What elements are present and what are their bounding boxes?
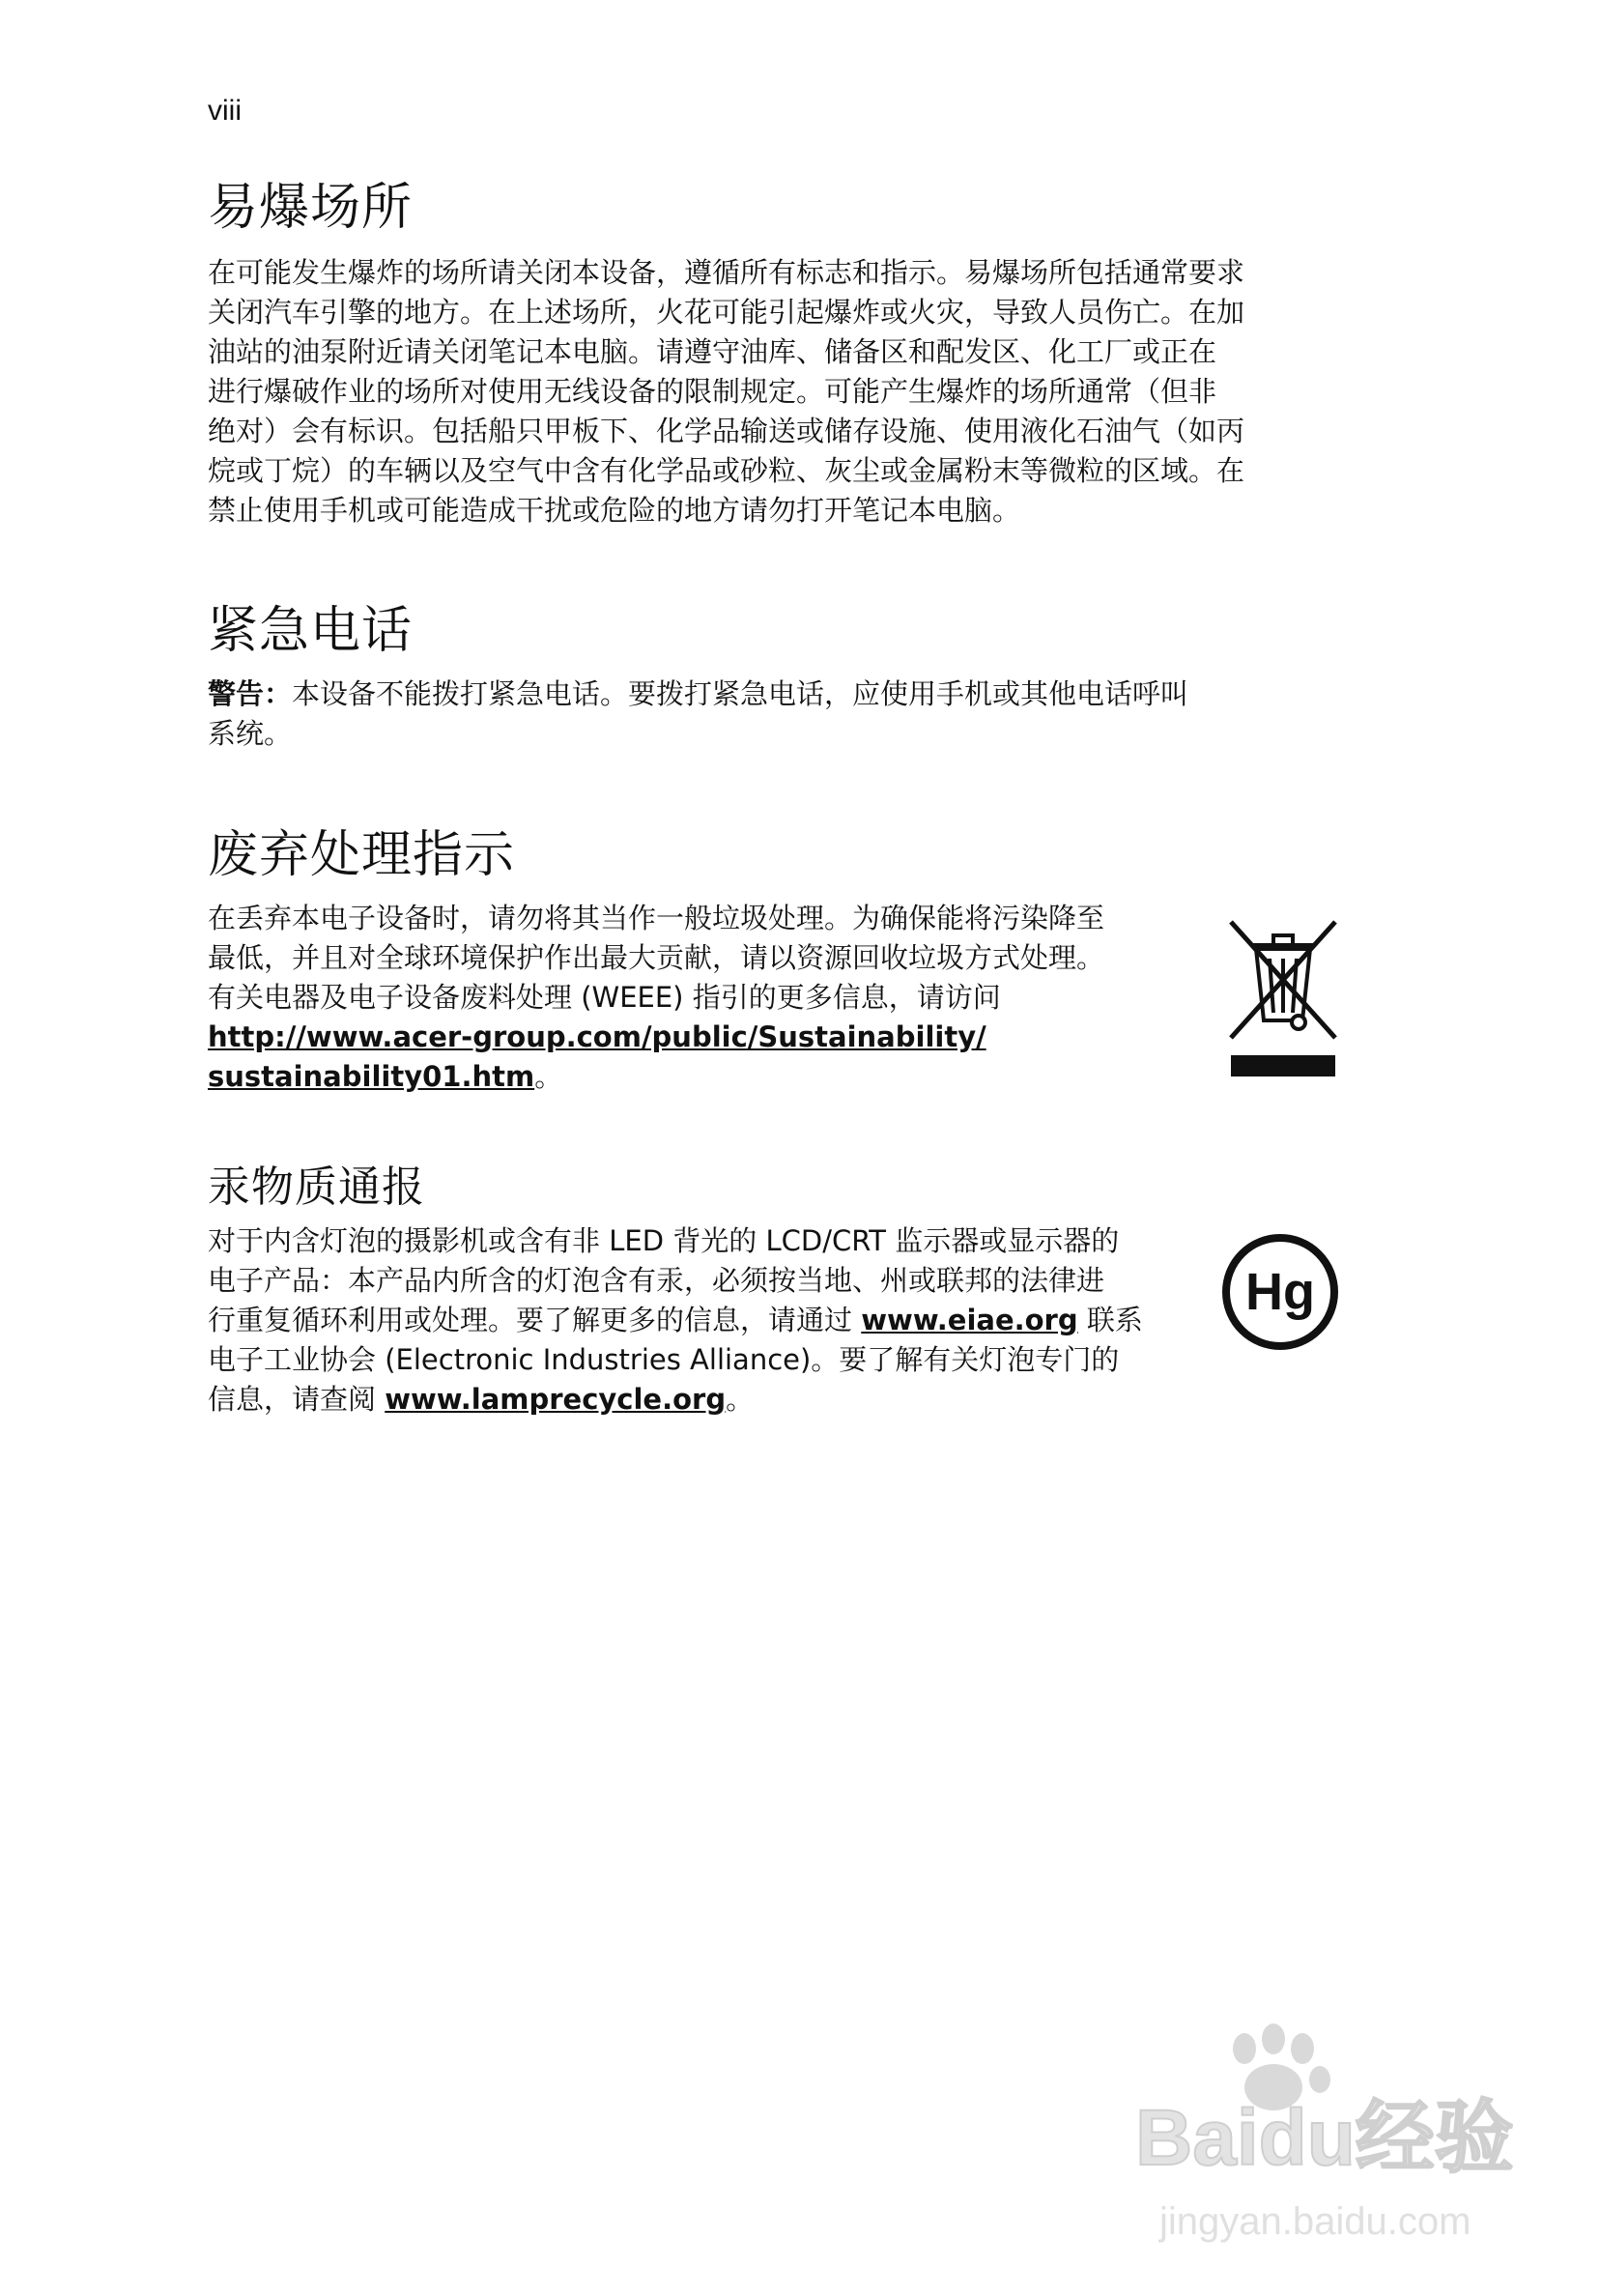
- paragraph-line: [208, 1018, 1104, 1057]
- watermark-url: jingyan.baidu.com: [1159, 2200, 1471, 2243]
- paragraph-mercury: [208, 1221, 1143, 1420]
- section-heading-explosive: 易爆场所: [208, 179, 414, 237]
- mercury-hg-icon: [1220, 1232, 1340, 1352]
- weee-link[interactable]: http://www.acer-group.com/public/Sustainability/: [208, 1020, 986, 1053]
- section-heading-emergency: 紧急电话: [208, 602, 414, 660]
- warning-text: 本设备不能拨打紧急电话。要拨打紧急电话，应使用手机或其他电话呼叫: [292, 677, 1189, 710]
- page-number: viii: [208, 95, 242, 127]
- paragraph-line: 对于内含灯泡的摄影机或含有非 LED 背光的 LCD/CRT 监示器或显示器的: [208, 1224, 1120, 1257]
- text: 。: [726, 1383, 755, 1416]
- paragraph-emergency: [208, 674, 1188, 754]
- paragraph-line: 在可能发生爆炸的场所请关闭本设备，遵循所有标志和指示。易爆场所包括通常要求: [208, 256, 1245, 289]
- baidu-watermark: [1130, 2020, 1517, 2252]
- text: 联系: [1077, 1304, 1143, 1336]
- hg-symbol: Hg: [1245, 1263, 1315, 1321]
- paragraph-line: 禁止使用手机或可能造成干扰或危险的地方请勿打开笔记本电脑。: [208, 494, 1021, 527]
- warning-label: 警告：: [208, 677, 293, 710]
- paragraph-line: 有关电器及电子设备废料处理 (WEEE) 指引的更多信息，请访问: [208, 981, 1001, 1014]
- paragraph-line: [208, 674, 1188, 714]
- paragraph-disposal: [208, 899, 1104, 1097]
- section-heading-disposal: 废弃处理指示: [208, 826, 516, 884]
- paragraph-line: 在丢弃本电子设备时，请勿将其当作一般垃圾处理。为确保能将污染降至: [208, 902, 1105, 934]
- paragraph-line: 油站的油泵附近请关闭笔记本电脑。请遵守油库、储备区和配发区、化工厂或正在: [208, 335, 1217, 368]
- paragraph-line: [208, 1380, 1143, 1420]
- paragraph-line: 电子产品：本产品内所含的灯泡含有汞，必须按当地、州或联邦的法律进: [208, 1264, 1105, 1297]
- weee-crossed-bin-icon: [1225, 916, 1341, 1080]
- weee-link-continued[interactable]: sustainability01.htm: [208, 1060, 535, 1093]
- watermark-logo-text: Baidu经验: [1135, 2094, 1514, 2182]
- paragraph-line: 关闭汽车引擎的地方。在上述场所，火花可能引起爆炸或火灾，导致人员伤亡。在加: [208, 296, 1245, 329]
- eiae-link[interactable]: www.eiae.org: [861, 1304, 1078, 1336]
- paragraph-line: 系统。: [208, 717, 293, 750]
- paragraph-line: 绝对）会有标识。包括船只甲板下、化学品输送或储存设施、使用液化石油气（如丙: [208, 415, 1245, 447]
- paragraph-line: [208, 1301, 1143, 1340]
- paragraph-line: 电子工业协会 (Electronic Industries Alliance)。要了解有关灯泡专门的: [208, 1343, 1120, 1376]
- paragraph-line: [208, 1057, 1104, 1097]
- text: 行重复循环利用或处理。要了解更多的信息，请通过: [208, 1304, 862, 1336]
- paragraph-line: 进行爆破作业的场所对使用无线设备的限制规定。可能产生爆炸的场所通常（但非: [208, 375, 1217, 408]
- period: 。: [534, 1060, 563, 1093]
- lamprecycle-link[interactable]: www.lamprecycle.org: [385, 1383, 727, 1416]
- paragraph-line: 最低，并且对全球环境保护作出最大贡献，请以资源回收垃圾方式处理。: [208, 941, 1105, 974]
- paragraph-explosive: [208, 253, 1244, 531]
- section-heading-mercury: 汞物质通报: [208, 1162, 425, 1212]
- text: 信息，请查阅: [208, 1383, 386, 1416]
- paragraph-line: 烷或丁烷）的车辆以及空气中含有化学品或砂粒、灰尘或金属粉末等微粒的区域。在: [208, 454, 1245, 487]
